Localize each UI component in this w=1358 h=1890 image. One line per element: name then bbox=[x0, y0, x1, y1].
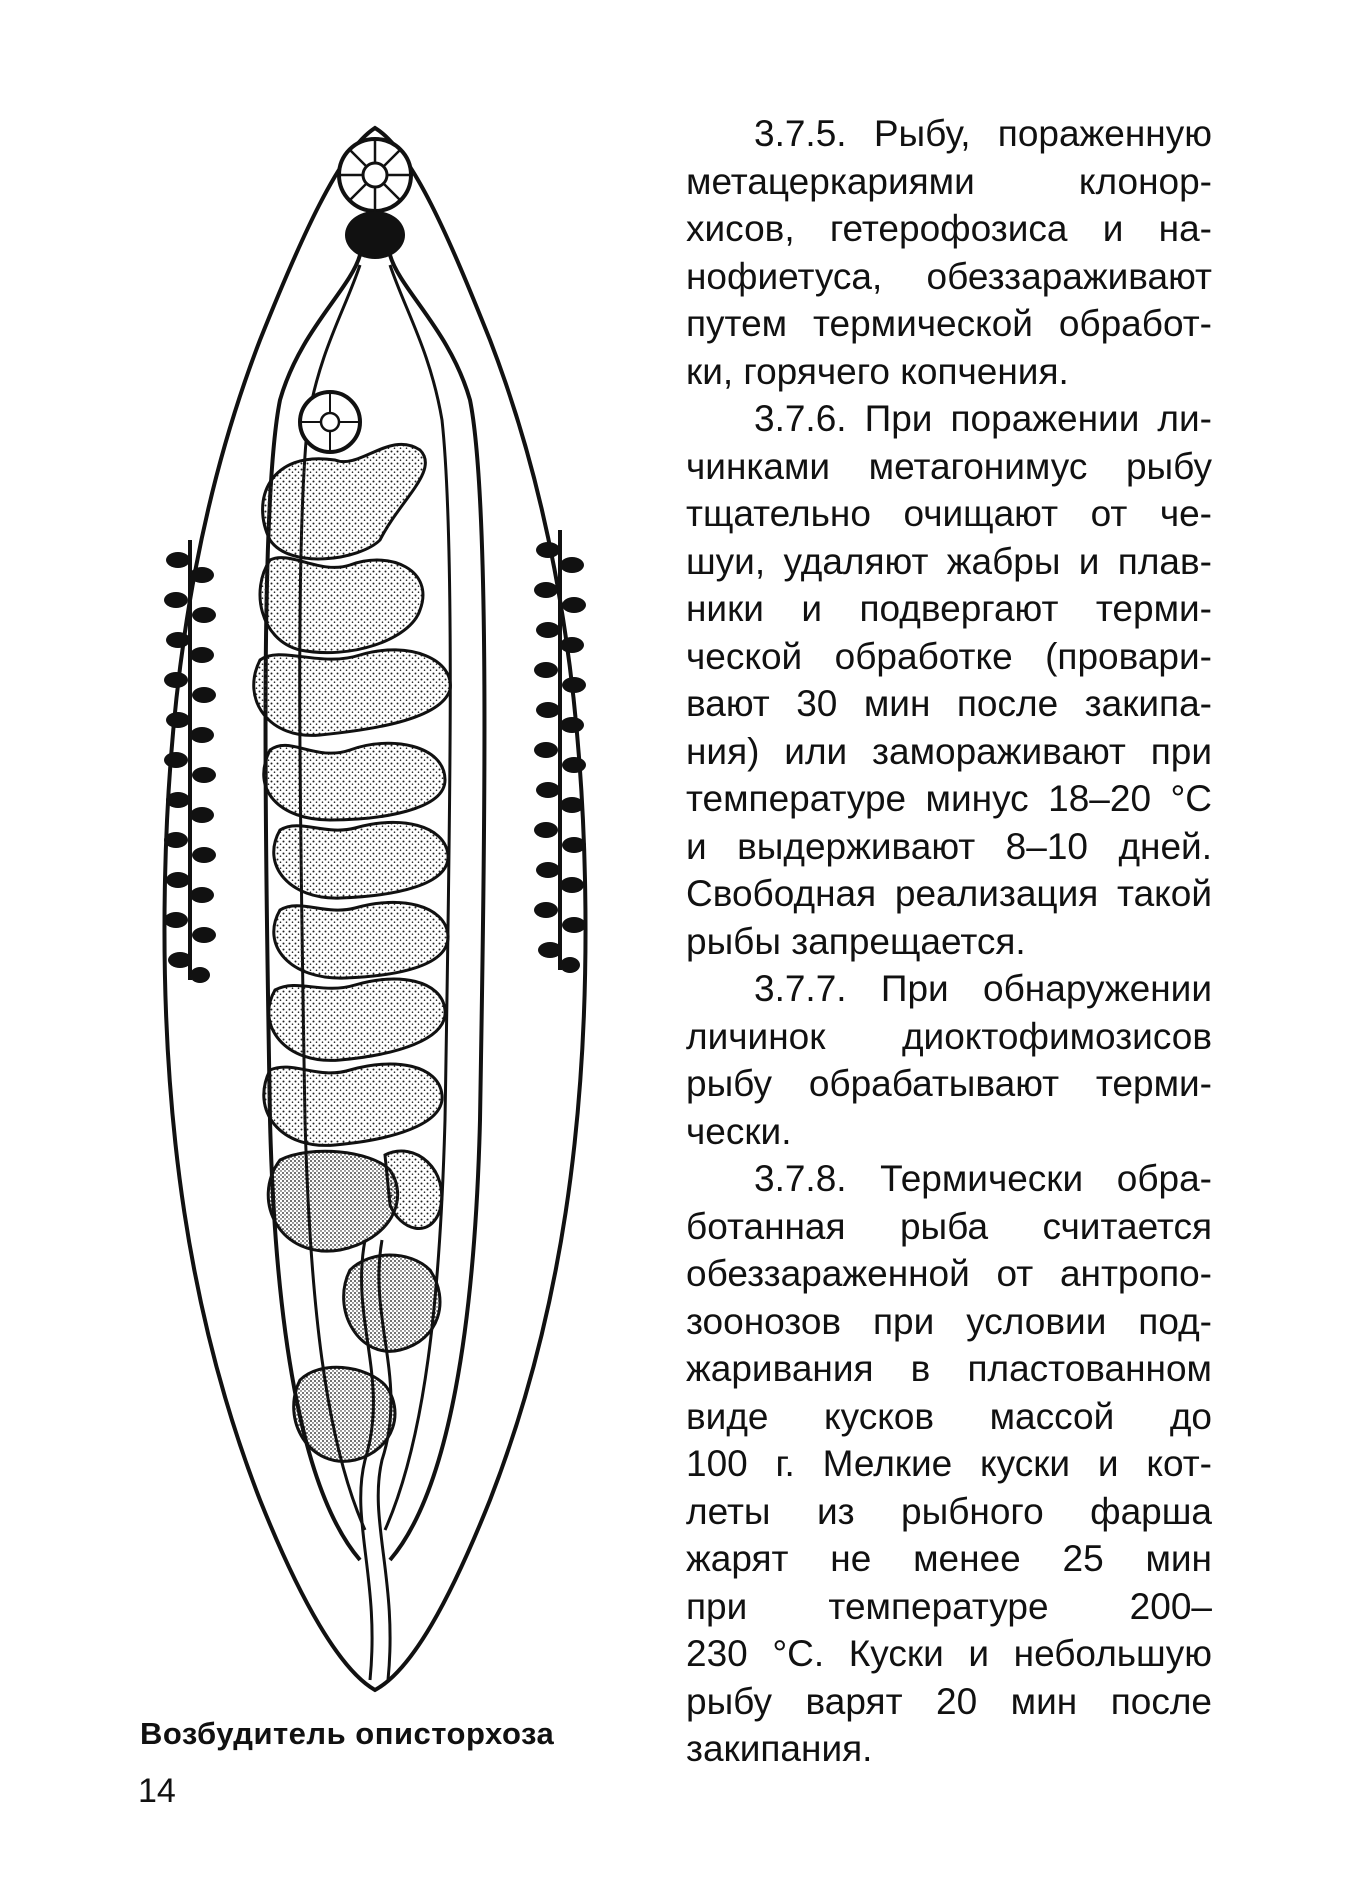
text-line: виде кусков массой до bbox=[686, 1395, 1212, 1437]
text-line: тщательно очищают от че- bbox=[686, 493, 1212, 534]
text-line: и выдерживают 8–10 дней. bbox=[686, 825, 1212, 867]
text-line: шуи, удаляют жабры и плав- bbox=[686, 540, 1212, 582]
text-line: 100 г. Мелкие куски и кот- bbox=[686, 1443, 1212, 1484]
text-line: закипания. bbox=[686, 1728, 873, 1769]
vitelline-glands-left bbox=[164, 540, 216, 983]
text-line: личинок диоктофимозисов bbox=[686, 1015, 1212, 1057]
text-line: Свободная реализация такой bbox=[686, 873, 1212, 914]
text-line: вают 30 мин после закипа- bbox=[686, 683, 1212, 724]
paragraph-3-7-6 bbox=[686, 395, 1212, 965]
text-column bbox=[686, 110, 1212, 1773]
text-line: метацеркариями клонор- bbox=[686, 160, 1212, 202]
text-line: 3.7.5. Рыбу, пораженную bbox=[754, 113, 1212, 154]
text-line: зоонозов при условии под- bbox=[686, 1300, 1212, 1342]
ventral-sucker-icon bbox=[300, 392, 360, 452]
text-line: рыбы запрещается. bbox=[686, 920, 1026, 962]
text-line: рыбу варят 20 мин после bbox=[686, 1680, 1212, 1722]
paragraph-3-7-5 bbox=[686, 110, 1212, 395]
text-line: при температуре 200– bbox=[686, 1585, 1212, 1627]
text-line: леты из рыбного фарша bbox=[686, 1490, 1212, 1532]
page-number: 14 bbox=[138, 1772, 176, 1810]
text-line: обеззараженной от антропо- bbox=[686, 1253, 1212, 1294]
text-line: ческой обработке (провари- bbox=[686, 635, 1212, 677]
paragraph-3-7-8 bbox=[686, 1155, 1212, 1773]
fluke-illustration bbox=[150, 120, 600, 1700]
text-line: чинками метагонимус рыбу bbox=[686, 445, 1212, 487]
text-line: ботанная рыба считается bbox=[686, 1205, 1212, 1247]
paragraph-3-7-7 bbox=[686, 965, 1212, 1155]
text-line: ния) или замораживают при bbox=[686, 730, 1212, 772]
text-line: 3.7.8. Термически обра- bbox=[754, 1158, 1212, 1199]
text-line: температуре минус 18–20 °С bbox=[686, 778, 1212, 819]
pharynx-icon bbox=[345, 211, 405, 259]
text-line: 230 °С. Куски и небольшую bbox=[686, 1633, 1212, 1674]
text-line: рыбу обрабатывают терми- bbox=[686, 1063, 1212, 1104]
text-line: ники и подвергают терми- bbox=[686, 588, 1212, 629]
text-line: 3.7.7. При обнаружении bbox=[754, 968, 1212, 1009]
text-line: нофиетуса, обеззараживают bbox=[686, 255, 1212, 297]
text-line: путем термической обработ- bbox=[686, 303, 1212, 344]
text-line: жарят не менее 25 мин bbox=[686, 1538, 1212, 1579]
oral-sucker-icon bbox=[339, 139, 411, 211]
text-line: 3.7.6. При поражении ли- bbox=[754, 398, 1212, 439]
figure-caption: Возбудитель описторхоза bbox=[140, 1716, 555, 1751]
text-line: хисов, гетерофозиса и на- bbox=[686, 208, 1212, 249]
text-line: ки, горячего копчения. bbox=[686, 350, 1069, 392]
text-line: чески. bbox=[686, 1110, 792, 1152]
text-line: жаривания в пластованном bbox=[686, 1348, 1212, 1389]
